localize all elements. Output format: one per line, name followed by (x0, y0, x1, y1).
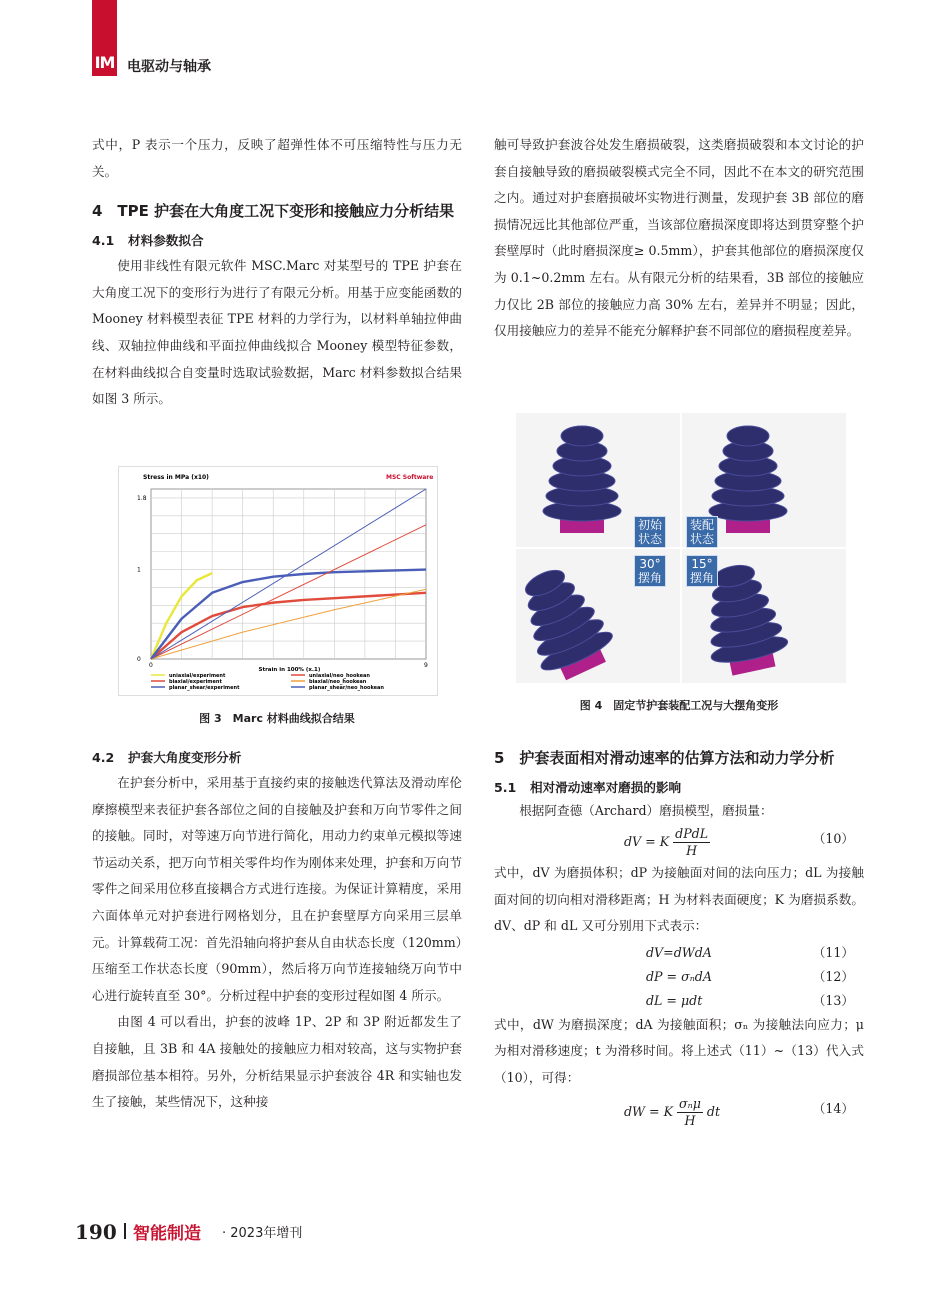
heading-text: 材料参数拟合 (128, 233, 204, 249)
heading-4-1 (92, 228, 462, 253)
label-assembled: 装配 状态 (686, 516, 718, 548)
page-number: 190 (75, 1220, 117, 1244)
journal-issue: · 2023年增刊 (222, 1226, 303, 1241)
equation-14 (494, 1092, 864, 1130)
equation-body (624, 1096, 720, 1129)
figure-4-caption: 图 4 固定节护套装配工况与大摆角变形 (579, 699, 779, 712)
eq-numerator: σₙμ (679, 1095, 701, 1111)
equation-number: （10） (812, 831, 854, 846)
figure-3-caption: 图 3 Marc 材料曲线拟合结果 (199, 712, 355, 725)
journal-logo: IM (94, 53, 115, 72)
heading-4-2 (92, 745, 462, 770)
chart-title: Stress in MPa (x10) (143, 474, 209, 481)
paragraph: 触可导致护套波谷处发生磨损破裂，这类磨损破裂和本文讨论的护套自接触导致的磨损破裂模式完全不同，因此不在本文的研究范围之内。通过对护套磨损破坏实物进行测量，发现护套 3B 部位的磨损情况远比其他部位严重，当该部位磨损深度即将达到贯穿整个护套壁厚时（此时磨损深度≥ 0.5mm），护套其他部位的磨损深度仅为 0.1~0.2mm 左右。从有限元分析的结果看，3B 部位的接触应力仅比 2B 部位的接触应力高 30% 左右，差异并不明显；因此，仅用接触应力的差异不能充分解释护套不同部位的磨损程度差异。 (494, 137, 864, 339)
heading-number: 4.1 (92, 233, 115, 249)
eq-denominator: H (686, 843, 698, 858)
paragraph: 根据阿查德（Archard）磨损模型，磨损量： (519, 803, 773, 818)
equation-13 (494, 988, 864, 1012)
marc-curve-chart (119, 467, 437, 695)
eq-fraction (673, 826, 710, 859)
label-15deg: 15° 摆角 (686, 555, 718, 587)
label-initial: 初始 状态 (634, 516, 666, 548)
paragraph: 使用非线性有限元软件 MSC.Marc 对某型号的 TPE 护套在大角度工况下的变形行为进行了有限元分析。用基于应变能函数的 Mooney 材料模型表征 TPE 材料的力学行为，以材料单轴拉伸曲线、双轴拉伸曲线和平面拉伸曲线拟合 Mooney 模型特征参数，在材料曲线拟合自变量时选取试验数据，Marc 材料参数拟合结果如图 3 所示。 (92, 258, 462, 407)
heading-5-1 (494, 775, 864, 800)
y-tick-label: 1 (137, 566, 141, 574)
equation-number: （11） (812, 944, 854, 960)
heading-section-4: 4 TPE 护套在大角度工况下变形和接触应力分析结果 (92, 202, 455, 221)
paragraph: 式中，P 表示一个压力，反映了超弹性体不可压缩特性与压力无关。 (92, 137, 462, 179)
heading-number: 4.2 (92, 750, 115, 765)
left-column-top (92, 132, 462, 413)
heading-text: 相对滑动速率对磨损的影响 (530, 780, 682, 795)
equation-body: dL = μdt (646, 992, 703, 1008)
footer-divider (124, 1223, 126, 1239)
legend-entry: planar_shear/neo_hookean (309, 685, 384, 691)
equation-body: dV=dWdA (646, 944, 712, 960)
right-column-bottom (494, 736, 864, 1130)
equation-body: dP = σₙdA (646, 968, 712, 984)
x-tick-label: 9 (424, 662, 428, 669)
eq-denominator: H (684, 1112, 696, 1128)
equation-11 (494, 940, 864, 964)
left-column-bottom (92, 745, 462, 1116)
boot-convolution (727, 426, 769, 446)
eq-fraction (677, 1096, 703, 1129)
journal-title: 智能制造 (133, 1224, 201, 1244)
label-30deg: 30° 摆角 (634, 555, 666, 587)
boot-deformation-panels (516, 413, 846, 683)
heading-number: 5.1 (494, 780, 517, 795)
paragraph: 由图 4 可以看出，护套的波峰 1P、2P 和 3P 附近都发生了自接触，且 3B 和 4A 接触处的接触应力相对较高，这与实物护套磨损部位基本相符。另外，分析结果显示护套波谷 4R 和实轴也发生了接触，某些情况下，这种接 (92, 1014, 462, 1110)
eq-lhs: dV = K (624, 834, 670, 849)
y-tick-label: 0 (137, 656, 141, 663)
equation-number: （12） (812, 968, 854, 984)
figure-4-image (516, 413, 846, 683)
equation-number: （13） (812, 992, 854, 1008)
heading-text: 护套大角度变形分析 (128, 750, 242, 765)
eq-lhs: dW = K (624, 1103, 673, 1119)
equation-body (624, 826, 710, 859)
boot-convolution (561, 426, 603, 446)
legend-entry: uniaxial/neo_hookean (309, 673, 370, 679)
legend-entry: planar_shear/experiment (169, 685, 240, 691)
chart-brand: MSC Software (386, 474, 434, 481)
paragraph: 式中，dV 为磨损体积；dP 为接触面对间的法向压力；dL 为接触面对间的切向相对滑移距离；H 为材料表面硬度；K 为磨损系数。dV、dP 和 dL 又可分别用下式表示： (494, 865, 864, 934)
equation-12 (494, 964, 864, 988)
y-tick-label: 1.8 (137, 494, 147, 502)
legend-entry: uniaxial/experiment (169, 673, 226, 679)
x-axis-label: Strain in 100% (x.1) (258, 667, 321, 673)
eq-numerator: dPdL (675, 826, 709, 841)
equation-number: （14） (812, 1100, 854, 1116)
eq-rhs: dt (706, 1103, 721, 1119)
legend-entry: biaxial/experiment (169, 679, 222, 685)
equation-10 (494, 822, 864, 860)
section-title: 电驱动与轴承 (127, 59, 211, 75)
heading-section-5: 5 护套表面相对滑动速率的估算方法和动力学分析 (494, 749, 835, 767)
legend-entry: biaxial/neo_hookean (309, 679, 367, 685)
figure-3-chart (118, 466, 438, 696)
x-tick-label: 0 (149, 662, 153, 669)
paragraph: 式中，dW 为磨损深度；dA 为接触面积；σₙ 为接触法向应力；μ 为相对滑移速度；t 为滑移时间。将上述式（11）~（13）代入式（10），可得： (494, 1016, 864, 1085)
right-column-top (494, 132, 864, 345)
paragraph: 在护套分析中，采用基于直接约束的接触迭代算法及滑动库伦摩擦模型来表征护套各部位之间的自接触及护套和万向节零件之间的接触。同时，对等速万向节进行简化，用动力约束单元模拟等速节运动关系，把万向节相关零件均作为刚体来处理，护套和万向节零件之间采用位移直接耦合方式进行连接。为保证计算精度，采用六面体单元对护套进行网格划分，且在护套壁厚方向采用三层单元。计算载荷工况：首先沿轴向将护套从自由状态长度（120mm）压缩至工作状态长度（90mm），然后将万向节连接轴绕万向节中心进行旋转直至 30°。分析过程中护套的变形过程如图 4 所示。 (92, 775, 462, 1003)
